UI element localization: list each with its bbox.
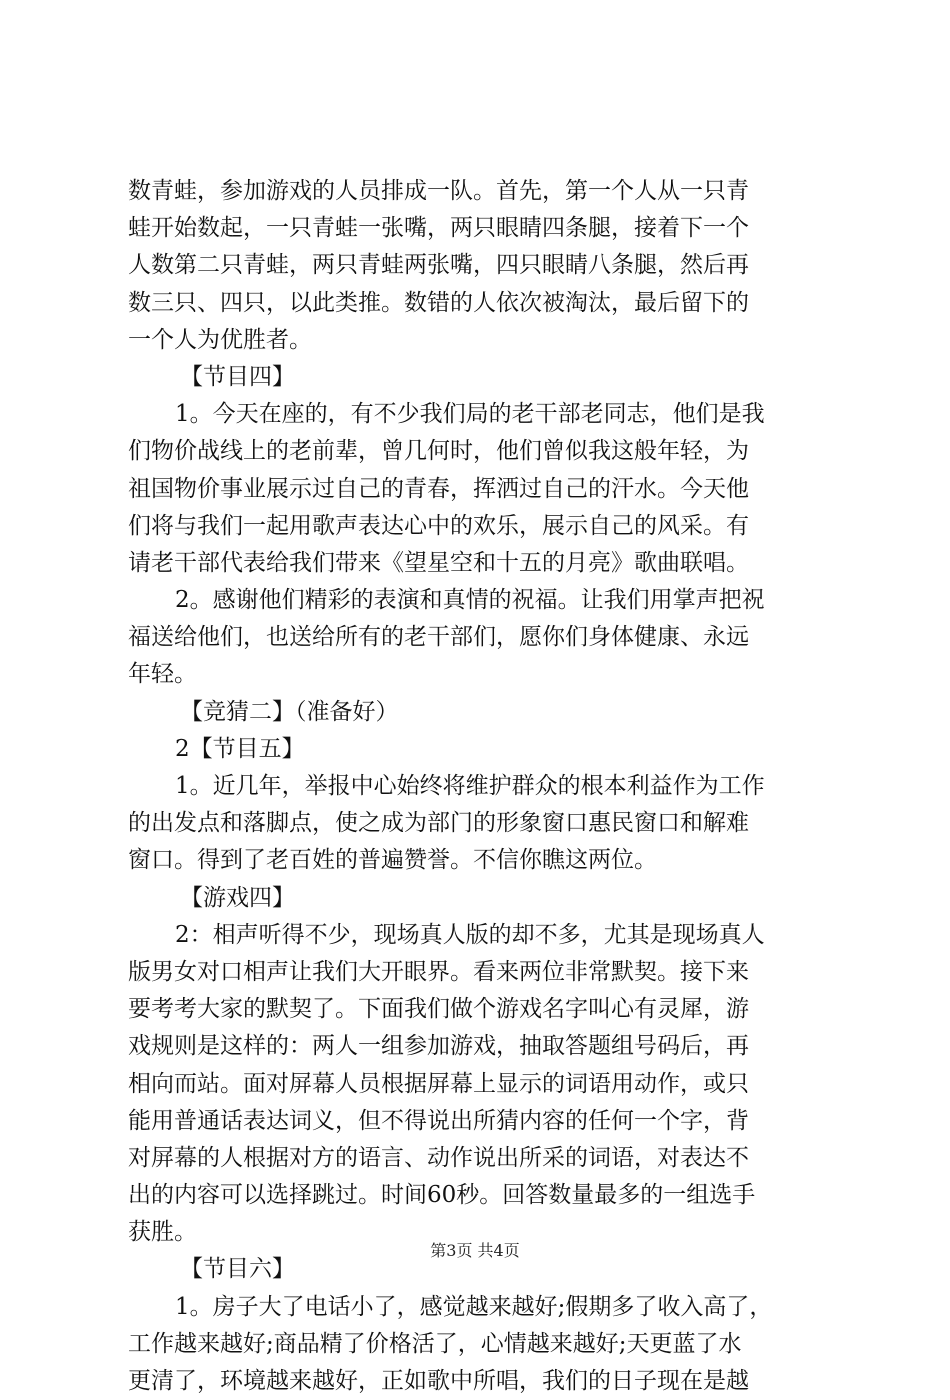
text-line: 们物价战线上的老前辈，曾几何时，他们曾似我这般年轻，为 [128, 438, 749, 465]
text-line: 请老干部代表给我们带来《望星空和十五的月亮》歌曲联唱。 [128, 549, 749, 576]
text-line: 【竞猜二】（准备好） [180, 698, 399, 725]
text-line: 出的内容可以选择跳过。时间60秒。回答数量最多的一组选手 [128, 1182, 756, 1209]
page-number: 第3页 共4页 [430, 1241, 520, 1260]
text-line: 要考考大家的默契了。下面我们做个游戏名字叫心有灵犀，游 [128, 996, 749, 1023]
text-line: 2：相声听得不少，现场真人版的却不多，尤其是现场真人 [175, 921, 765, 948]
text-line: 相向而站。面对屏幕人员根据屏幕上显示的词语用动作，或只 [128, 1070, 749, 1097]
text-line: 版男女对口相声让我们大开眼界。看来两位非常默契。接下来 [128, 958, 749, 985]
text-line: 工作越来越好;商品精了价格活了，心情越来越好;天更蓝了水 [128, 1330, 742, 1357]
text-line: 1。房子大了电话小了，感觉越来越好;假期多了收入高了， [175, 1293, 773, 1320]
text-line: 更清了，环境越来越好，正如歌中所唱，我们的日子现在是越 [128, 1368, 749, 1394]
document-body [128, 173, 838, 1400]
text-line: 2。感谢他们精彩的表演和真情的祝福。让我们用掌声把祝 [175, 587, 765, 614]
text-line: 数青蛙，参加游戏的人员排成一队。首先，第一个人从一只青 [128, 178, 749, 204]
text-line: 【节目四】 [180, 363, 295, 390]
text-line: 祖国物价事业展示过自己的青春，挥洒过自己的汗水。今天他 [128, 475, 749, 502]
text-line: 年轻。 [128, 661, 197, 688]
text-line: 1。近几年，举报中心始终将维护群众的根本利益作为工作 [175, 773, 765, 799]
text-line: 窗口。得到了老百姓的普遍赞誉。不信你瞧这两位。 [128, 847, 657, 874]
text-line: 的出发点和落脚点，使之成为部门的形象窗口惠民窗口和解难 [128, 810, 749, 837]
text-line: 人数第二只青蛙，两只青蛙两张嘴，四只眼睛八条腿，然后再 [128, 252, 749, 279]
text-line: 能用普通话表达词义，但不得说出所猜内容的任何一个字，背 [128, 1107, 749, 1134]
text-line: 2【节目五】 [175, 735, 305, 762]
text-line: 对屏幕的人根据对方的语言、动作说出所采的词语，对表达不 [128, 1144, 749, 1171]
text-line: 【游戏四】 [180, 884, 295, 911]
text-line: 获胜。 [128, 1219, 197, 1246]
page-footer [0, 1241, 950, 1261]
text-line: 【节目六】 [180, 1256, 295, 1283]
text-line: 蛙开始数起，一只青蛙一张嘴，两只眼睛四条腿，接着下一个 [128, 215, 749, 242]
text-line: 戏规则是这样的：两人一组参加游戏，抽取答题组号码后，再 [128, 1033, 749, 1060]
text-line: 一个人为优胜者。 [128, 326, 312, 353]
text-line: 数三只、四只，以此类推。数错的人依次被淘汰，最后留下的 [128, 289, 749, 316]
text-line: 们将与我们一起用歌声表达心中的欢乐，展示自己的风采。有 [128, 512, 749, 539]
text-line: 1。今天在座的，有不少我们局的老干部老同志，他们是我 [175, 401, 765, 428]
text-line: 福送给他们，也送给所有的老干部们，愿你们身体健康、永远 [128, 624, 749, 651]
